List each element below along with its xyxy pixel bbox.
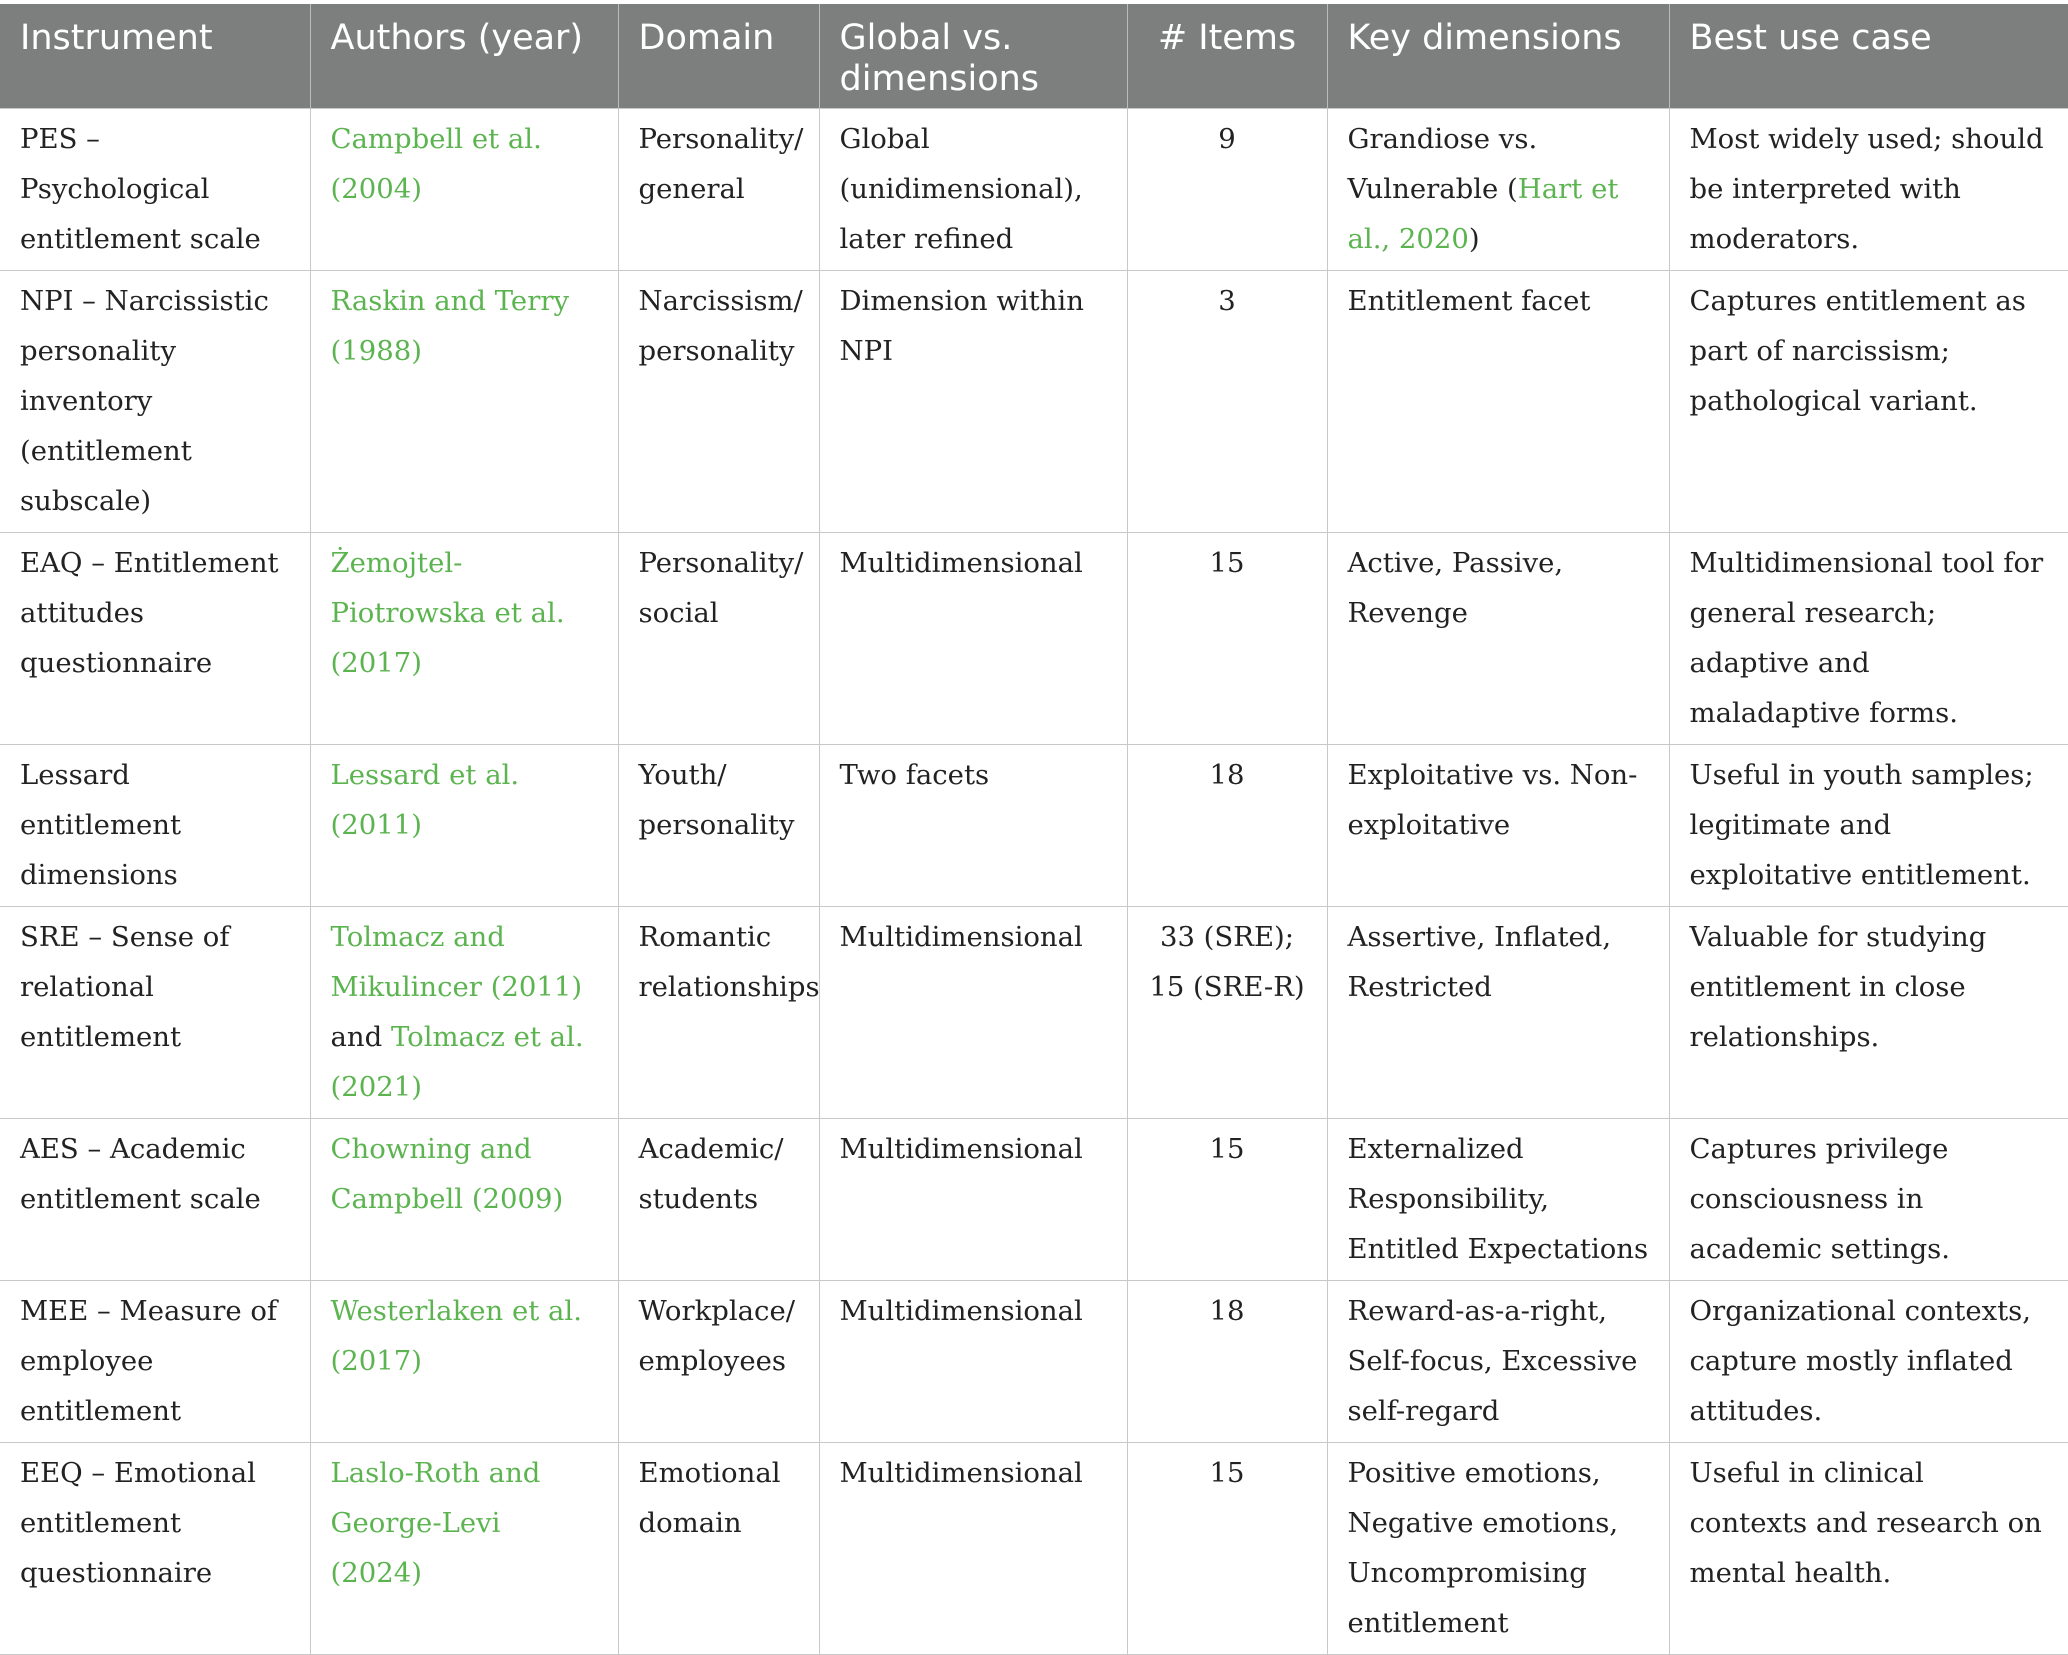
key-text: Externalized Responsibility, Entitled Expectations [1347, 1133, 1649, 1265]
cell-instrument: EEQ – Emotional entitlement questionnaire [0, 1443, 310, 1655]
cell-key-dimensions [1327, 109, 1669, 271]
cell-authors [310, 907, 618, 1119]
header-key-dimensions: Key dimensions [1327, 4, 1669, 109]
key-text-tail: ) [1468, 223, 1480, 255]
author-reference-link[interactable]: Lessard et al. (2011) [330, 759, 520, 841]
cell-authors [310, 1281, 618, 1443]
header-best-use: Best use case [1669, 4, 2068, 109]
cell-domain: Personality/ social [618, 533, 819, 745]
table-row [0, 745, 2068, 907]
key-text: Assertive, Inflated, Restricted [1347, 921, 1612, 1003]
key-text: Reward-as-a-right, Self-focus, Excessive self-regard [1347, 1295, 1638, 1427]
cell-domain: Romantic relationships [618, 907, 819, 1119]
cell-instrument: MEE – Measure of employee entitlement [0, 1281, 310, 1443]
cell-domain: Workplace/ employees [618, 1281, 819, 1443]
cell-items: 18 [1127, 1281, 1327, 1443]
key-text: Exploitative vs. Non-exploitative [1347, 759, 1638, 841]
cell-best-use: Captures entitlement as part of narcissism; pathological variant. [1669, 271, 2068, 533]
cell-best-use: Organizational contexts, capture mostly inflated attitudes. [1669, 1281, 2068, 1443]
cell-global: Multidimensional [819, 1443, 1127, 1655]
author-reference-link[interactable]: Chowning and Campbell (2009) [330, 1133, 564, 1215]
cell-global: Multidimensional [819, 533, 1127, 745]
cell-global: Multidimensional [819, 907, 1127, 1119]
cell-domain: Youth/ personality [618, 745, 819, 907]
cell-items: 3 [1127, 271, 1327, 533]
cell-global: Dimension within NPI [819, 271, 1127, 533]
cell-best-use: Valuable for studying entitlement in close relationships. [1669, 907, 2068, 1119]
table-row [0, 907, 2068, 1119]
cell-key-dimensions [1327, 1281, 1669, 1443]
cell-items: 15 [1127, 1443, 1327, 1655]
author-joiner: and [330, 1021, 391, 1053]
cell-best-use: Captures privilege consciousness in academic settings. [1669, 1119, 2068, 1281]
cell-items: 15 [1127, 533, 1327, 745]
cell-global: Multidimensional [819, 1119, 1127, 1281]
cell-key-dimensions [1327, 533, 1669, 745]
cell-best-use: Multidimensional tool for general research; adaptive and maladaptive forms. [1669, 533, 2068, 745]
header-authors: Authors (year) [310, 4, 618, 109]
cell-best-use: Useful in youth samples; legitimate and exploitative entitlement. [1669, 745, 2068, 907]
cell-authors [310, 1443, 618, 1655]
author-reference-link[interactable]: Raskin and Terry (1988) [330, 285, 570, 367]
cell-items: 18 [1127, 745, 1327, 907]
cell-authors [310, 533, 618, 745]
instrument-table [0, 4, 2068, 1655]
header-row [0, 4, 2068, 109]
author-reference-link[interactable]: Westerlaken et al. (2017) [330, 1295, 582, 1377]
header-domain: Domain [618, 4, 819, 109]
table-row [0, 271, 2068, 533]
key-text: Positive emotions, Negative emotions, Uncompromising entitlement [1347, 1457, 1619, 1639]
cell-key-dimensions [1327, 1119, 1669, 1281]
cell-global: Global (unidimensional), later refined [819, 109, 1127, 271]
cell-domain: Emotional domain [618, 1443, 819, 1655]
key-text: Entitlement facet [1347, 285, 1591, 317]
key-text: Active, Passive, Revenge [1347, 547, 1564, 629]
header-global: Global vs. dimensions [819, 4, 1127, 109]
cell-authors [310, 271, 618, 533]
header-items: # Items [1127, 4, 1327, 109]
cell-items: 33 (SRE); 15 (SRE-R) [1127, 907, 1327, 1119]
cell-best-use: Most widely used; should be interpreted with moderators. [1669, 109, 2068, 271]
cell-domain: Narcissism/ personality [618, 271, 819, 533]
cell-key-dimensions [1327, 271, 1669, 533]
table-header [0, 4, 2068, 109]
author-reference-link[interactable]: Campbell et al. (2004) [330, 123, 542, 205]
table-row [0, 1119, 2068, 1281]
cell-key-dimensions [1327, 1443, 1669, 1655]
cell-key-dimensions [1327, 745, 1669, 907]
cell-instrument: SRE – Sense of relational entitlement [0, 907, 310, 1119]
key-text: Grandiose vs. Vulnerable ( [1347, 123, 1538, 205]
cell-instrument: Lessard entitlement dimensions [0, 745, 310, 907]
cell-instrument: NPI – Narcissistic personality inventory (entitlement subscale) [0, 271, 310, 533]
key-reference-link[interactable]: Hart et al., 2020 [1347, 173, 1619, 255]
cell-domain: Academic/ students [618, 1119, 819, 1281]
header-instrument: Instrument [0, 4, 310, 109]
cell-key-dimensions [1327, 907, 1669, 1119]
table-row [0, 1281, 2068, 1443]
author-reference-link[interactable]: Laslo-Roth and George-Levi (2024) [330, 1457, 541, 1589]
cell-domain: Personality/ general [618, 109, 819, 271]
cell-best-use: Useful in clinical contexts and research on mental health. [1669, 1443, 2068, 1655]
table-row [0, 109, 2068, 271]
cell-global: Two facets [819, 745, 1127, 907]
table-row [0, 533, 2068, 745]
cell-items: 9 [1127, 109, 1327, 271]
cell-instrument: PES – Psychological entitlement scale [0, 109, 310, 271]
cell-items: 15 [1127, 1119, 1327, 1281]
author-reference-link[interactable]: Tolmacz and Mikulincer (2011) [330, 921, 583, 1003]
cell-authors [310, 745, 618, 907]
cell-global: Multidimensional [819, 1281, 1127, 1443]
cell-instrument: AES – Academic entitlement scale [0, 1119, 310, 1281]
table-body [0, 109, 2068, 1655]
author-reference-link-2[interactable]: Tolmacz et al. (2021) [330, 1021, 584, 1103]
author-reference-link[interactable]: Żemojtel-Piotrowska et al. (2017) [330, 547, 565, 679]
cell-authors [310, 109, 618, 271]
table-row [0, 1443, 2068, 1655]
cell-instrument: EAQ – Entitlement attitudes questionnaire [0, 533, 310, 745]
cell-authors [310, 1119, 618, 1281]
